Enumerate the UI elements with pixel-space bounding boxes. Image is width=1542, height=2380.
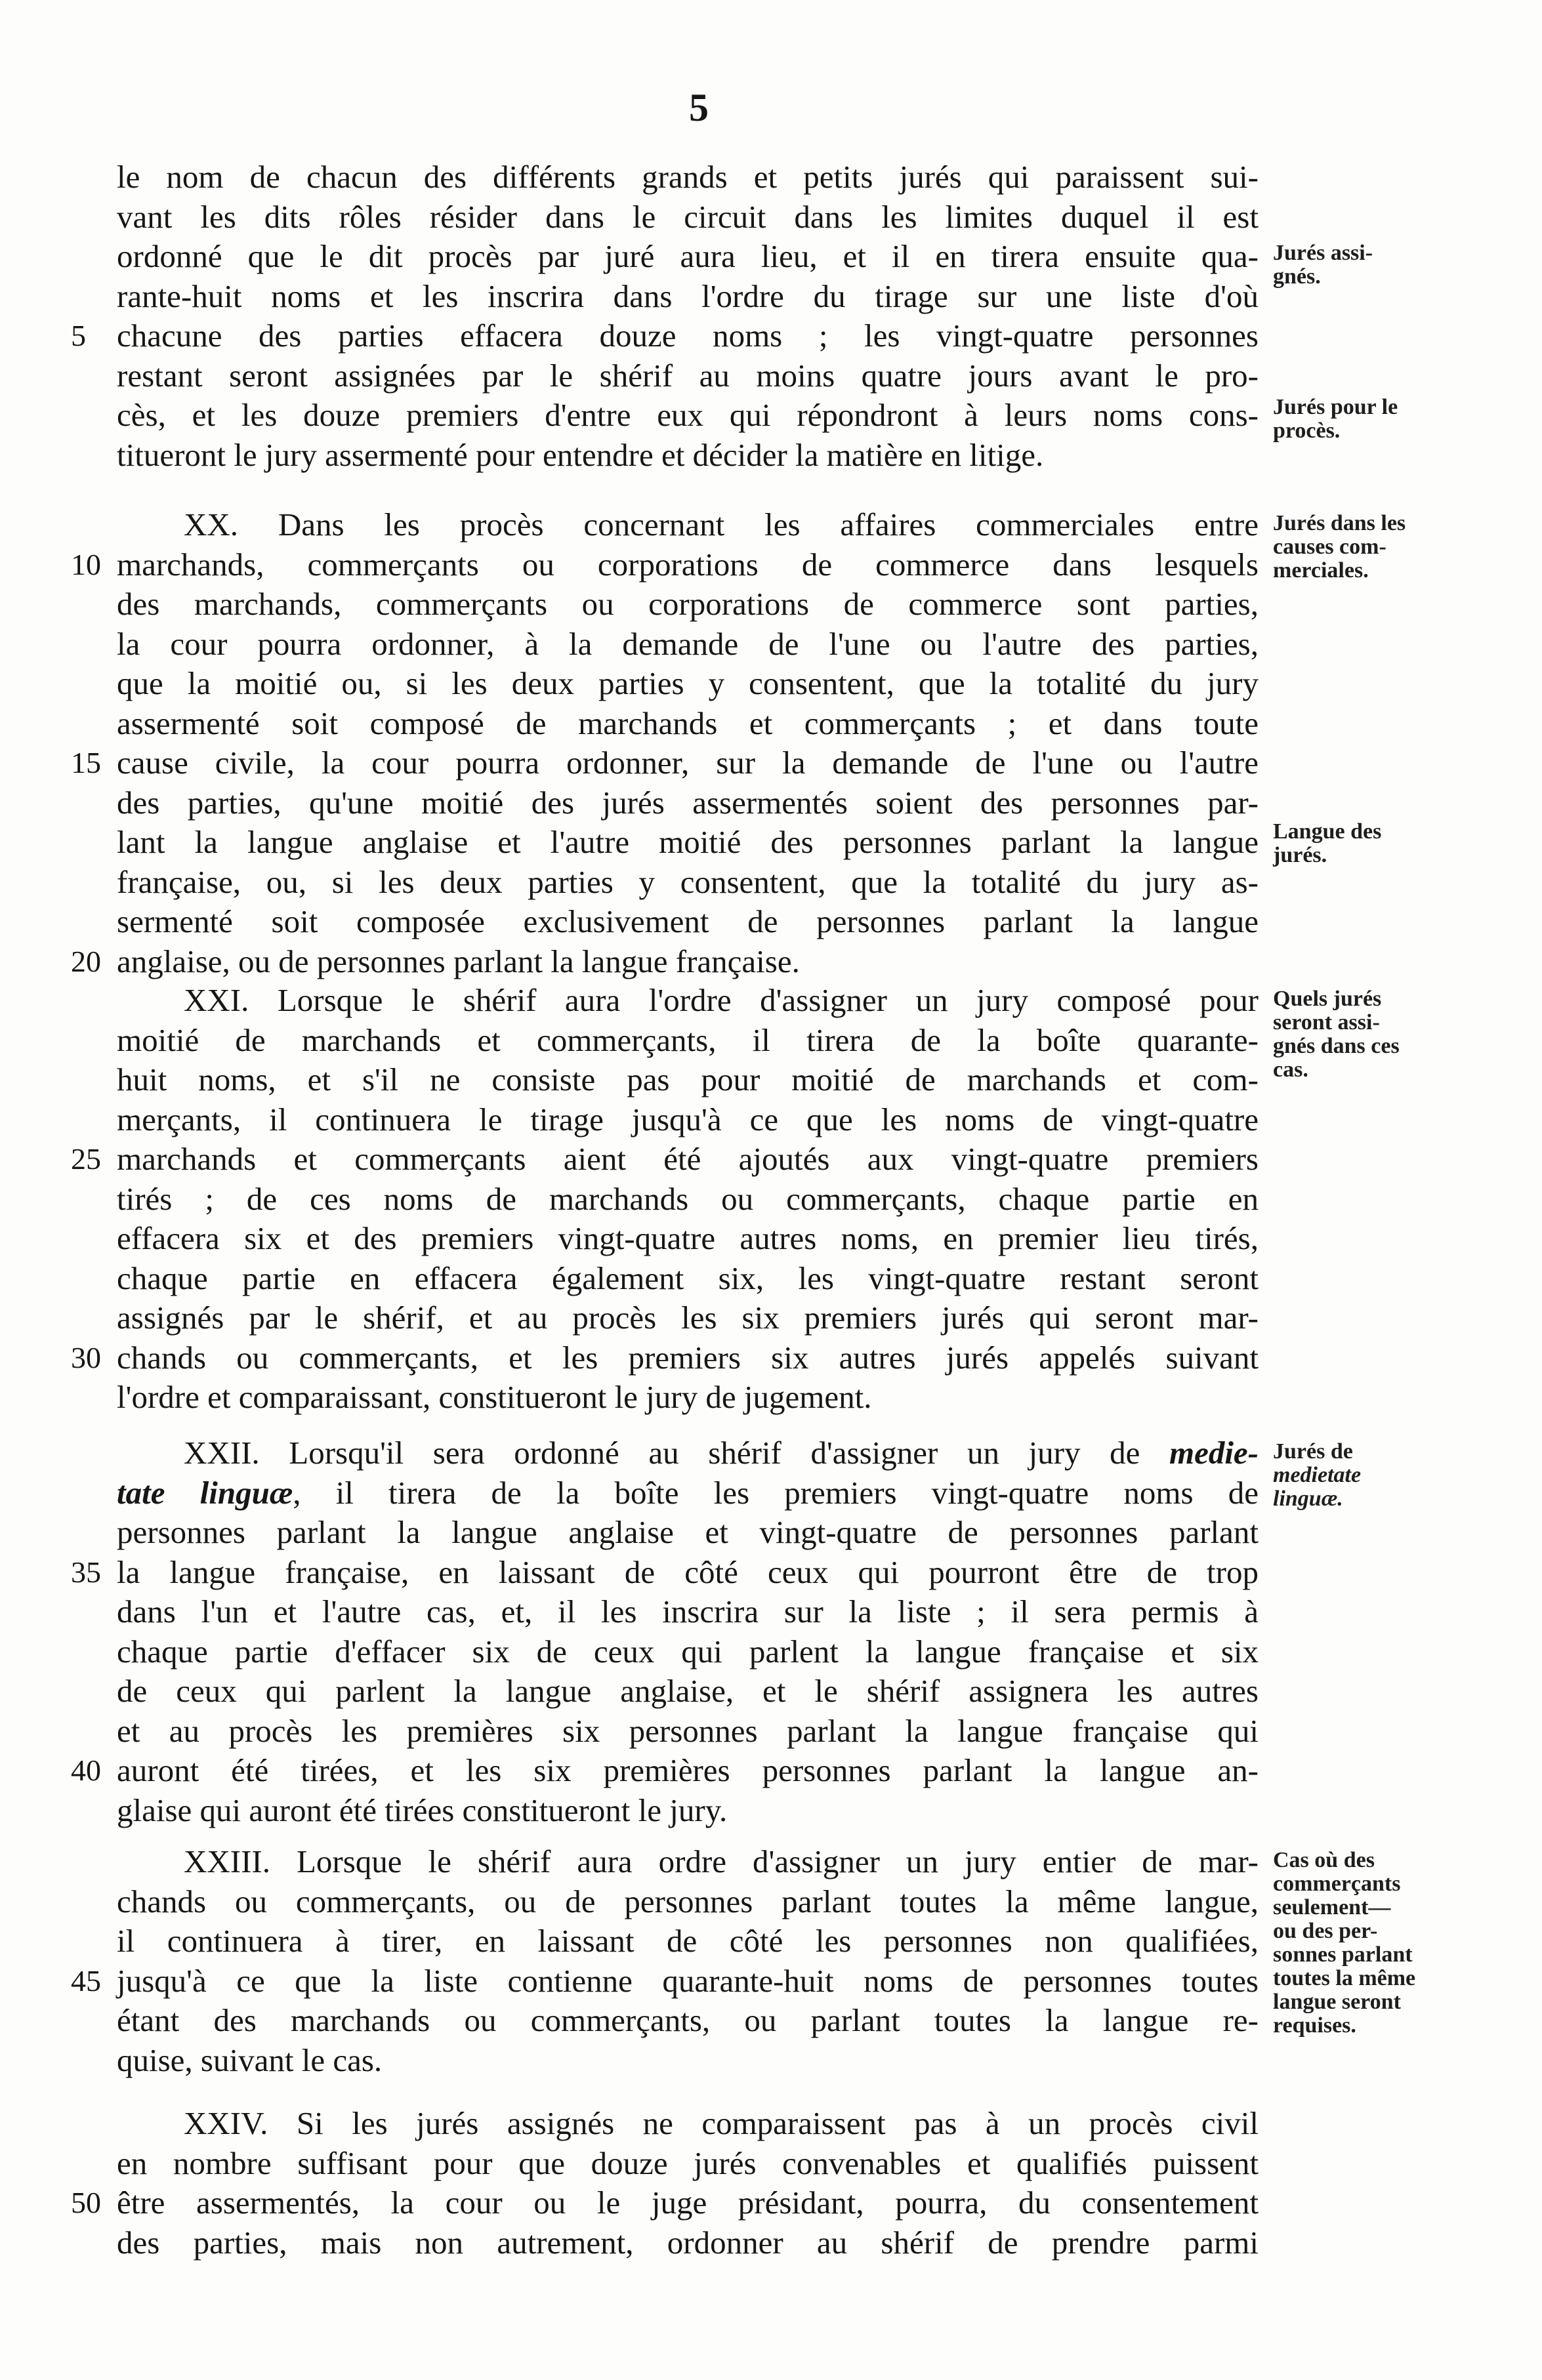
text-line: restant seront assignées par le shérif au moins quatre jours avant le pro- — [117, 357, 1259, 394]
text-line: la langue française, en laissant de côté ceux qui pourront être de trop — [117, 1553, 1259, 1590]
text-line: merçants, il continuera le tirage jusqu'à ce que les noms de vingt-quatre — [117, 1101, 1259, 1138]
line-number: 45 — [71, 1963, 101, 1998]
text-line: que la moitié ou, si les deux parties y consentent, que la totalité du jury — [117, 665, 1259, 701]
margin-note — [1273, 241, 1535, 289]
margin-note-line: jurés. — [1273, 843, 1327, 867]
margin-note-line: langue seront — [1273, 1990, 1401, 2014]
text-line: dans l'un et l'autre cas, et, il les inscrira sur la liste ; il sera permis à — [117, 1593, 1259, 1630]
margin-note-line: cas. — [1273, 1057, 1308, 1082]
margin-note-line: sonnes parlant — [1273, 1942, 1413, 1967]
line-number: 40 — [71, 1754, 101, 1787]
margin-note — [1273, 820, 1535, 867]
text-line: sermenté soit composée exclusivement de personnes parlant la langue — [117, 903, 1259, 939]
text-line: lant la langue anglaise et l'autre moitié des personnes parlant la langue — [117, 824, 1259, 860]
text-line: quise, suivant le cas. — [117, 2041, 383, 2078]
text-line: auront été tirées, et les six premières personnes parlant la langue an- — [117, 1752, 1259, 1788]
margin-note — [1273, 987, 1535, 1082]
text-line: cause civile, la cour pourra ordonner, sur la demande de l'une ou l'autre — [117, 745, 1259, 781]
text-line: et au procès les premières six personnes parlant la langue française qui — [117, 1712, 1259, 1749]
line-number: 15 — [71, 746, 101, 779]
margin-note-line: commerçants — [1273, 1872, 1401, 1896]
text-line: XXIII. Lorsque le shérif aura ordre d'assigner un jury entier de mar- — [184, 1843, 1259, 1879]
margin-note-line: procès. — [1273, 419, 1341, 443]
text-line: tate linguæ, il tirera de la boîte les premiers vingt-quatre noms de — [117, 1474, 1259, 1511]
text-line: XX. Dans les procès concernant les affaires commerciales entre — [184, 506, 1259, 543]
text-line: chands ou commerçants, et les premiers six autres jurés appelés suivant — [117, 1339, 1259, 1376]
text-line: glaise qui auront été tirées constitueront le jury. — [117, 1792, 728, 1828]
text-line: XXIV. Si les jurés assignés ne comparaissent pas à un procès civil — [184, 2105, 1259, 2141]
margin-note-line: gnés. — [1273, 264, 1321, 289]
margin-note-line: seulement— — [1273, 1895, 1391, 1919]
line-number: 10 — [71, 547, 101, 581]
margin-note-line: merciales. — [1273, 558, 1369, 583]
margin-note-line: Quels jurés — [1273, 987, 1382, 1011]
text-line: vant les dits rôles résider dans le circuit dans les limites duquel il est — [117, 198, 1259, 235]
margin-note — [1273, 512, 1535, 583]
text-line: étant des marchands ou commerçants, ou parlant toutes la langue re- — [117, 2002, 1259, 2038]
text-line: XXI. Lorsque le shérif aura l'ordre d'assigner un jury composé pour — [184, 982, 1259, 1018]
text-line: chaque partie d'effacer six de ceux qui parlent la langue française et six — [117, 1633, 1259, 1670]
margin-note-line: medietate — [1273, 1463, 1362, 1487]
margin-note — [1273, 1440, 1535, 1511]
text-line: jusqu'à ce que la liste contienne quarante-huit noms de personnes toutes — [117, 1962, 1259, 1999]
text-line: des marchands, commerçants ou corporations de commerce sont parties, — [117, 586, 1259, 622]
text-line: des parties, qu'une moitié des jurés assermentés soient des personnes par- — [117, 784, 1259, 821]
text-line: de ceux qui parlent la langue anglaise, et le shérif assignera les autres — [117, 1673, 1259, 1709]
line-number: 20 — [71, 944, 101, 978]
line-number: 30 — [71, 1340, 101, 1374]
text-line: la cour pourra ordonner, à la demande de l'une ou l'autre des parties, — [117, 625, 1259, 662]
text-line: des parties, mais non autrement, ordonner au shérif de prendre parmi — [117, 2224, 1259, 2261]
line-number: 25 — [71, 1142, 101, 1176]
text-line: le nom de chacun des différents grands et petits jurés qui paraissent sui- — [117, 159, 1259, 195]
text-line: assignés par le shérif, et au procès les six premiers jurés qui seront mar- — [117, 1300, 1259, 1336]
text-line: il continuera à tirer, en laissant de côté les personnes non qualifiées, — [117, 1923, 1259, 1959]
text-line: tirés ; de ces noms de marchands ou commerçants, chaque partie en — [117, 1180, 1259, 1217]
text-line: marchands et commerçants aient été ajoutés aux vingt-quatre premiers — [117, 1141, 1259, 1177]
text-line: en nombre suffisant pour que douze jurés convenables et qualifiés puissent — [117, 2144, 1259, 2181]
text-line: huit noms, et s'il ne consiste pas pour moitié de marchands et com- — [117, 1061, 1259, 1098]
text-line: personnes parlant la langue anglaise et vingt-quatre de personnes parlant — [117, 1514, 1259, 1550]
text-line: chaque partie en effacera également six, les vingt-quatre restant seront — [117, 1260, 1259, 1296]
margin-note-line: Cas où des — [1273, 1848, 1375, 1872]
margin-note-line: Jurés dans les — [1273, 511, 1406, 535]
text-line: rante-huit noms et les inscrira dans l'ordre du tirage sur une liste d'où — [117, 277, 1259, 314]
text-line: XXII. Lorsqu'il sera ordonné au shérif d'assigner un jury de medie- — [184, 1435, 1259, 1471]
margin-note-line: Jurés de — [1273, 1439, 1353, 1464]
text-line: française, ou, si les deux parties y consentent, que la totalité du jury as- — [117, 863, 1259, 900]
text-line: ordonné que le dit procès par juré aura lieu, et il en tirera ensuite qua- — [117, 238, 1259, 274]
text-line: marchands, commerçants ou corporations de commerce dans lesquels — [117, 546, 1259, 583]
margin-note-line: ou des per- — [1273, 1919, 1378, 1943]
margin-note-line: gnés dans ces — [1273, 1034, 1400, 1058]
page-number: 5 — [689, 86, 709, 129]
text-line: moitié de marchands et commerçants, il tirera de la boîte quarante- — [117, 1021, 1259, 1058]
margin-note-line: causes com- — [1273, 535, 1386, 559]
margin-note-line: toutes la même — [1273, 1966, 1416, 1990]
text-line: être assermentés, la cour ou le juge présidant, pourra, du consentement — [117, 2185, 1259, 2221]
text-line: chands ou commerçants, ou de personnes parlant toutes la même langue, — [117, 1883, 1259, 1919]
margin-note-line: Jurés assi- — [1273, 241, 1373, 265]
text-line: cès, et les douze premiers d'entre eux qui répondront à leurs noms cons- — [117, 397, 1259, 433]
line-number: 5 — [71, 319, 86, 352]
margin-note — [1273, 396, 1535, 443]
line-number: 50 — [71, 2186, 101, 2219]
text-line: assermenté soit composé de marchands et commerçants ; et dans toute — [117, 705, 1259, 741]
margin-note-line: Langue des — [1273, 819, 1382, 844]
line-number: 35 — [71, 1555, 101, 1589]
margin-note-line: Jurés pour le — [1273, 395, 1398, 419]
margin-note-line: seront assi- — [1273, 1010, 1380, 1035]
text-line: l'ordre et comparaissant, constitueront le jury de jugement. — [117, 1379, 872, 1415]
margin-note — [1273, 1849, 1535, 2038]
text-line: titueront le jury assermenté pour entendre et décider la matière en litige. — [117, 436, 1044, 473]
text-line: anglaise, ou de personnes parlant la langue française. — [117, 943, 800, 979]
margin-note-line: requises. — [1273, 2013, 1356, 2038]
text-line: effacera six et des premiers vingt-quatre autres noms, en premier lieu tirés, — [117, 1220, 1259, 1256]
margin-note-line: linguæ. — [1273, 1487, 1343, 1511]
text-line: chacune des parties effacera douze noms ; les vingt-quatre personnes — [117, 318, 1259, 354]
